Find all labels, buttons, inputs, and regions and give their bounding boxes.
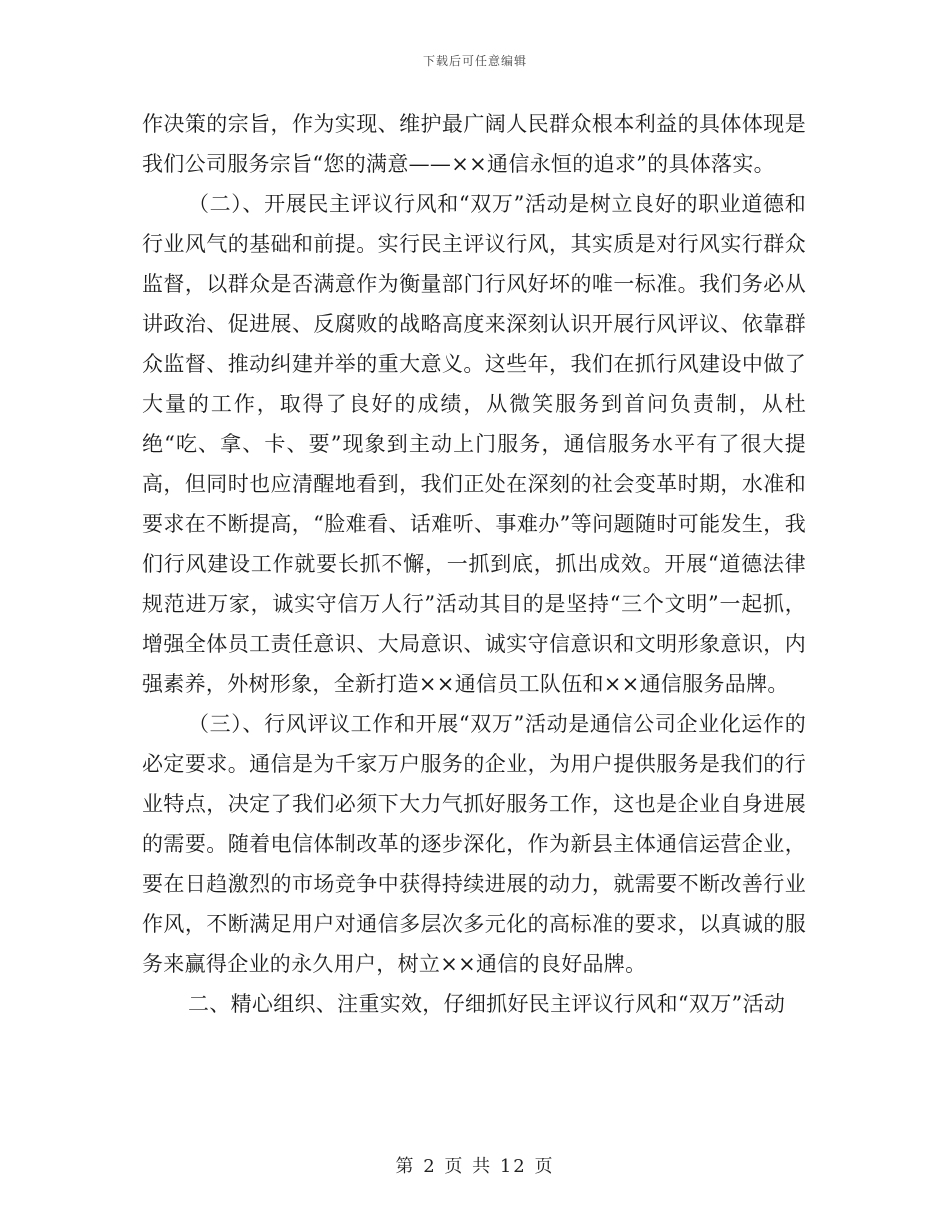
page-header: 下载后可任意编辑 bbox=[422, 54, 527, 68]
document-body bbox=[142, 104, 806, 1024]
paragraph-section-three: （三）、行风评议工作和开展“双万”活动是通信公司企业化运作的必定要求。通信是为千家万户服务的企业，为用户提供服务是我们的行业特点，决定了我们必须下大力气抓好服务工作，这也是企业自身进展的需要。随着电信体制改革的逐步深化，作为新县主体通信运营企业，要在日趋激烈的市场竞争中获得持续进展的动力，就需要不断改善行业作风，不断满足用户对通信多层次多元化的高标准的要求，以真诚的服务来赢得企业的永久用户，树立××通信的良好品牌。 bbox=[142, 712, 806, 976]
paragraph-section-two: （二）、开展民主评议行风和“双万”活动是树立良好的职业道德和行业风气的基础和前提。实行民主评议行风，其实质是对行风实行群众监督，以群众是否满意作为衡量部门行风好坏的唯一标准。我们务必从讲政治、促进展、反腐败的战略高度来深刻认识开展行风评议、依靠群众监督、推动纠建并举的重大意义。这些年，我们在抓行风建设中做了大量的工作，取得了良好的成绩，从微笑服务到首问负责制，从杜绝“吃、拿、卡、要”现象到主动上门服务，通信服务水平有了很大提高，但同时也应清醒地看到，我们正处在深刻的社会变革时期，水准和要求在不断提高，“脸难看、话难听、事难办”等问题随时可能发生，我们行风建设工作就要长抓不懈，一抓到底，抓出成效。开展“道德法律规范进万家，诚实守信万人行”活动其目的是坚持“三个文明”一起抓，增强全体员工责任意识、大局意识、诚实守信意识和文明形象意识，内强素养，外树形象，全新打造××通信员工队伍和××通信服务品牌。 bbox=[142, 192, 806, 696]
heading-part-two: 二、精心组织、注重实效，仔细抓好民主评议行风和“双万”活动 bbox=[188, 992, 786, 1016]
page-number-footer: 第 2 页 共 12 页 bbox=[395, 1156, 555, 1177]
paragraph-continuation: 作决策的宗旨，作为实现、维护最广阔人民群众根本利益的具体体现是我们公司服务宗旨“您的满意——××通信永恒的追求”的具体落实。 bbox=[142, 112, 806, 176]
